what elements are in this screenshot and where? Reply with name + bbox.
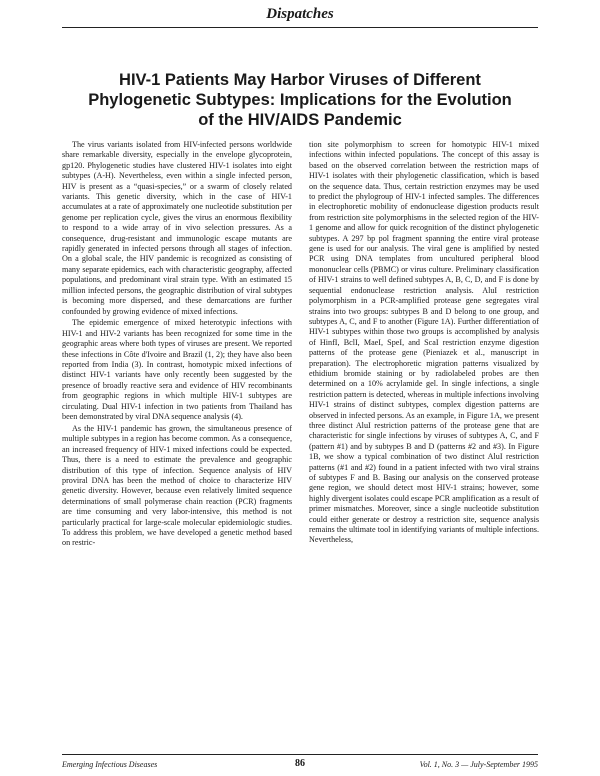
page-number: 86 [295,758,305,769]
footer-rule [62,754,538,755]
article-title [62,70,538,130]
body-column-left [62,140,292,549]
title-line-2: Phylogenetic Subtypes: Implications for the Evolution [88,91,512,109]
paragraph: tion site polymorphism to screen for homotypic HIV-1 mixed infections within infected populations. The concept of this assay is based on the observed correlation between the restriction maps of HIV-1 isolates with their phylogenetic classification, which is based on the sequence data. Thus, certain restriction enzymes may be used to predict the phylogroup of HIV-1 infected samples. The differences in electrophoretic mobility of endonuclease digestion products result from restriction site polymorphisms in the selected region of the HIV-1 genome and allow for quick recognition of the distinct phylogenetic subtypes. A 297 bp pol fragment spanning the entire viral protease gene is used for our analysis. The viral gene is amplified by nested PCR using DNA templates from uncultured peripheral blood mononuclear cells (PBMC) or virus culture. Preliminary classification of HIV-1 strains to well defined subtypes A, B, C, D, and F is done by sequential endonuclease restriction analysis. AluI restriction polymorphism in a PCR-amplified protease gene segregates viral strains into two groups: subtypes B and D belong to one group, and subtypes A, C, and F to another (Figure 1A). Further differentiation of HIV-1 subtypes within those two groups is accomplished by analysis of HinfI, BclI, MaeI, SpeI, and ScaI restriction enzyme digestion patterns of the protease gene (Pieniazek et al., manuscript in preparation). The electrophoretic migration patterns visualized by ethidium bromide staining or by radiolabeled probes are then determined on a 10% acrylamide gel. In single infections, a single restriction pattern is detected, whereas in multiple infections involving HIV-1 strains of distinct subtypes, complex digestion patterns are observed in infected persons. As an example, in Figure 1A, we present three distinct AluI restriction patterns of the protease gene that are characteristic for single infections by viruses of subtypes A, C, and F (pattern #1) and by subtypes B and D (patterns #2 and #3). In Figure 1B, we show a typical combination of two distinct AluI restriction patterns (#1 and #2) found in a patient infected with two viral strains of subtypes F and B. Basing our analysis on the conserved protease gene region, we should detect most HIV-1 strains; however, some highly divergent isolates could escape PCR amplification as a result of primer mismatches. Moreover, since a single nucleotide substitution could either generate or destroy a restriction site, sequence analysis remains the ultimate tool in identifying variants of multiple infections. Nevertheless, [309,140,539,545]
paragraph: The epidemic emergence of mixed heterotypic infections with HIV-1 and HIV-2 variants has been recognized for some time in the geographic areas where both types of viruses are present. We reported these infections in Côte d'Ivoire and Brazil (1, 2); they have also been reported from India (3). In contrast, homotypic mixed infections of distinct HIV-1 variants have only recently been suggested by the presence of broadly reactive sera and evidence of HIV recombinants from geographic regions in which multiple HIV-1 subtypes are circulating. Dual HIV-1 infection in two patients from Thailand has been demonstrated by viral DNA sequence analysis (4). [62,318,292,422]
page-footer [62,760,538,772]
paragraph: As the HIV-1 pandemic has grown, the simultaneous presence of multiple subtypes in a region has become common. As a consequence, an increased frequency of HIV-1 mixed infections could be expected. Thus, there is a need to estimate the prevalence and geographic distribution of this type of infection. Sequence analysis of HIV proviral DNA has been the method of choice to characterize HIV genetic diversity. However, because even relatively limited sequence determinations of small polymerase chain reaction (PCR) fragments are time consuming and very labor-intensive, this method is not particularly practical for large-scale molecular epidemiologic studies. To address this problem, we have developed a genetic method based on restric- [62,423,292,548]
title-line-1: HIV-1 Patients May Harbor Viruses of Different [119,71,481,89]
body-column-right [309,140,539,546]
paragraph: The virus variants isolated from HIV-infected persons worldwide share remarkable diversity, especially in the envelope glycoprotein, gp120. Phylogenetic studies have clustered HIV-1 isolates into eight subtypes (A-H). Nevertheless, even within a single infected person, HIV is present as a “quasi-species,” or a swarm of closely related variants. This genetic diversity, which in the case of HIV-1 accumulates at a rate of approximately one nucleotide substitution per genome per replication cycle, gives the virus an enormous flexibility to respond to a wide array of in vivo selection pressures. As a consequence, drug-resistant and immunologic escape mutants are rapidly generated in infected persons through all stages of infection. On a global scale, the HIV pandemic is recognized as consisting of many separate epidemics, each with characteristic geography, affected populations, and predominant viral strain type. With an estimated 15 million infected persons, the geographic distribution of viral subtypes is becoming more dispersed, and these demarcations are further confounded by growing evidence of mixed infections. [62,140,292,316]
journal-name: Emerging Infectious Diseases [62,760,158,769]
issue-info: Vol. 1, No. 3 — July-September 1995 [419,760,538,769]
section-header: Dispatches [266,6,334,22]
title-line-3: of the HIV/AIDS Pandemic [198,111,402,129]
header-rule [62,27,538,28]
